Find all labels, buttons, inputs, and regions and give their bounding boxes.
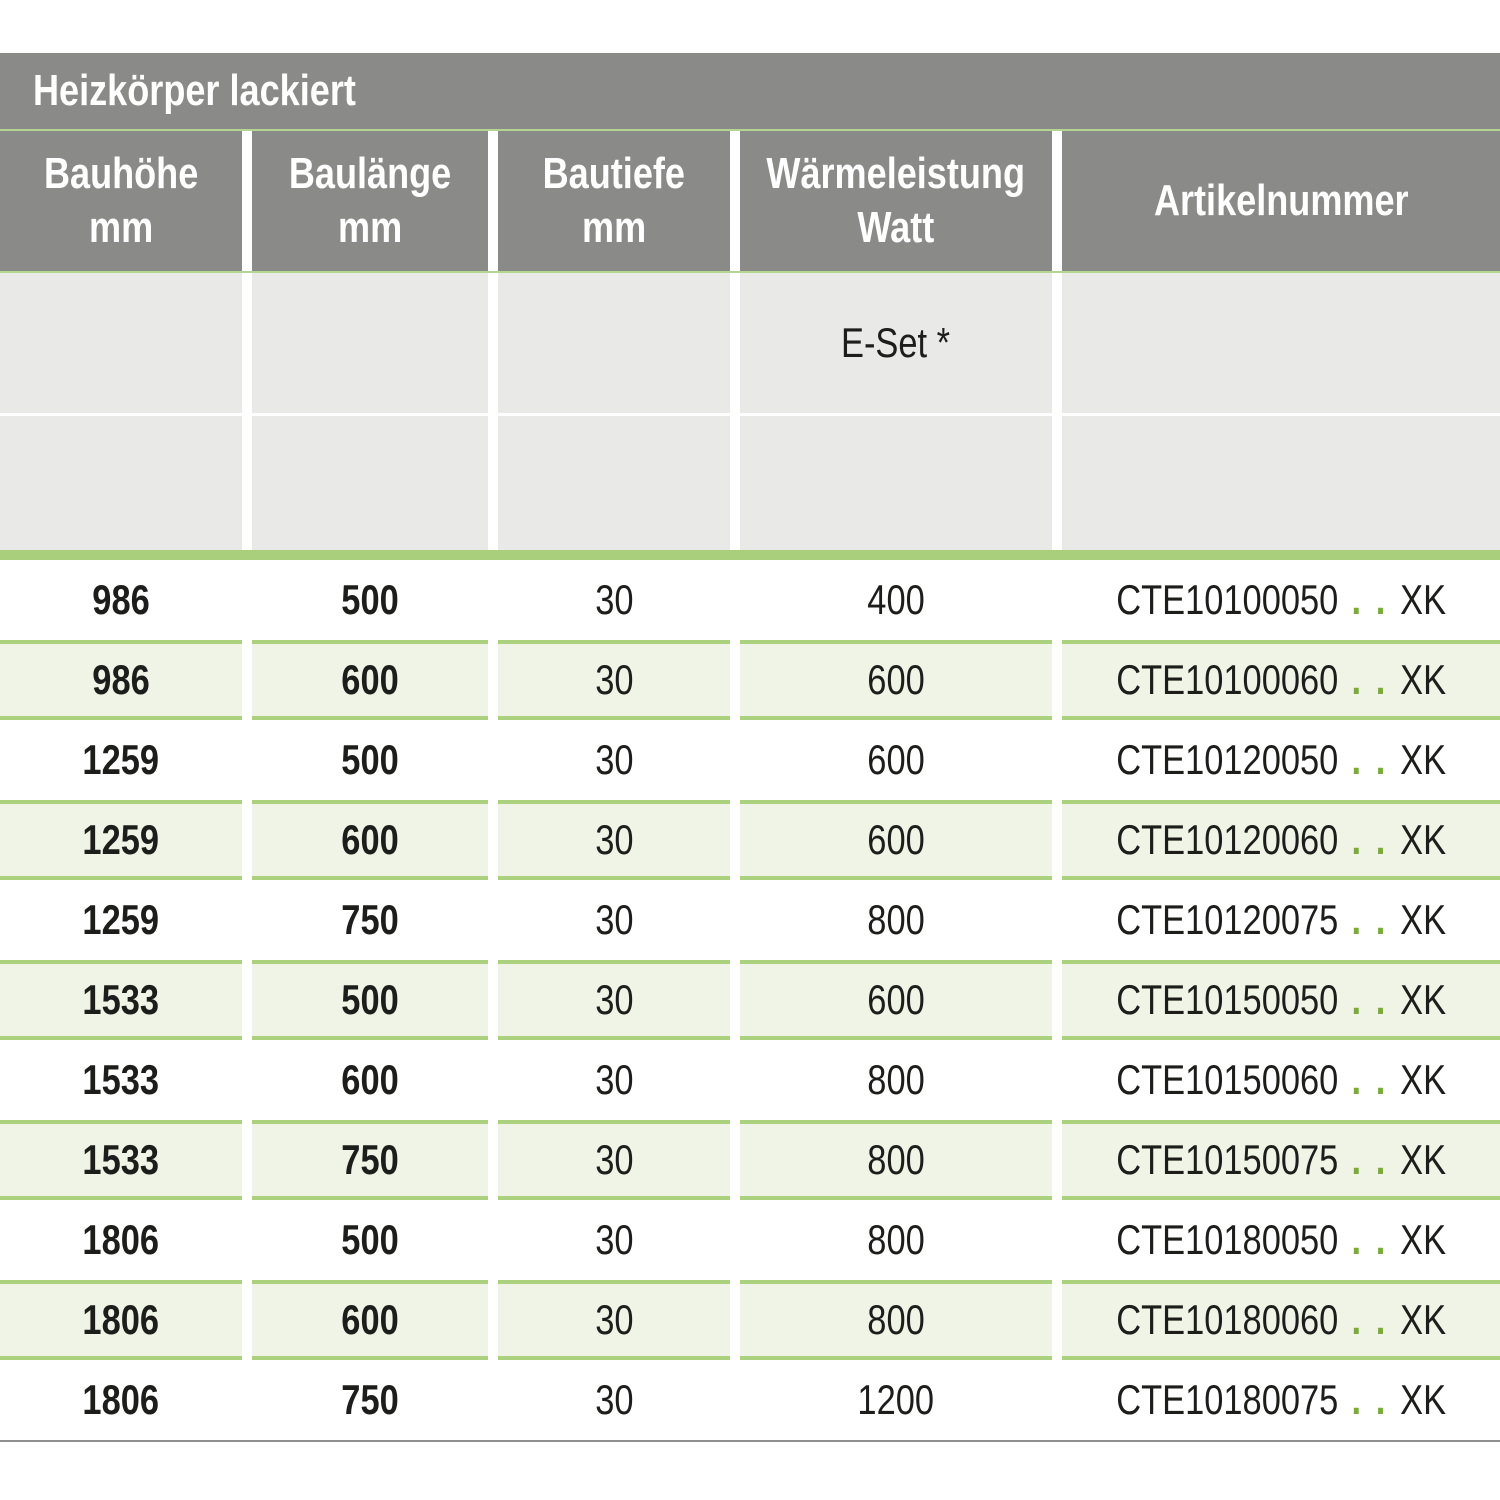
artikelnummer-dots: .. bbox=[1351, 1376, 1400, 1423]
cell-bautiefe bbox=[498, 880, 730, 960]
artikelnummer-code: CTE10120060 bbox=[1116, 816, 1339, 863]
artikelnummer-code: CTE10150050 bbox=[1116, 976, 1339, 1023]
artikelnummer bbox=[1116, 656, 1446, 704]
artikelnummer-code: CTE10150060 bbox=[1116, 1056, 1339, 1103]
artikelnummer-suffix: XK bbox=[1399, 576, 1446, 623]
artikelnummer-dots: .. bbox=[1351, 1216, 1400, 1263]
bautiefe-value: 30 bbox=[594, 976, 634, 1023]
cell-bautiefe bbox=[498, 1200, 730, 1280]
table-row bbox=[0, 1280, 1500, 1360]
cell-artikelnummer bbox=[1062, 1360, 1500, 1440]
bautiefe-value: 30 bbox=[594, 896, 634, 943]
baulaenge-value: 500 bbox=[341, 576, 399, 623]
title-bar bbox=[0, 53, 1500, 129]
cell-bauhoehe bbox=[0, 640, 242, 720]
cell-bautiefe bbox=[498, 800, 730, 880]
artikelnummer-code: CTE10180050 bbox=[1116, 1216, 1339, 1263]
cell-bauhoehe bbox=[0, 1360, 242, 1440]
artikelnummer-dots: .. bbox=[1351, 896, 1400, 943]
subheader-cell-bauhoehe bbox=[0, 273, 242, 413]
column-header-label: Bauhöhe bbox=[43, 149, 199, 199]
subheader-empty-cell bbox=[1062, 416, 1500, 550]
watt-value: 600 bbox=[867, 736, 925, 783]
artikelnummer-code: CTE10120075 bbox=[1116, 896, 1339, 943]
cell-artikelnummer bbox=[1062, 1200, 1500, 1280]
cell-bauhoehe bbox=[0, 800, 242, 880]
column-header-unit: mm bbox=[581, 203, 647, 252]
artikelnummer-dots: .. bbox=[1351, 816, 1400, 863]
artikelnummer-code: CTE10150075 bbox=[1116, 1136, 1339, 1183]
artikelnummer-dots: .. bbox=[1351, 1056, 1400, 1103]
watt-value: 1200 bbox=[857, 1376, 935, 1423]
bauhoehe-value: 1806 bbox=[82, 1296, 160, 1343]
cell-bautiefe bbox=[498, 960, 730, 1040]
artikelnummer-code: CTE10120050 bbox=[1116, 736, 1339, 783]
artikelnummer-dots: .. bbox=[1351, 1296, 1400, 1343]
table-row bbox=[0, 800, 1500, 880]
column-header-label: Baulänge bbox=[288, 149, 452, 199]
cell-artikelnummer bbox=[1062, 1280, 1500, 1360]
table-row bbox=[0, 1360, 1500, 1440]
table-header-row bbox=[0, 131, 1500, 271]
cell-bauhoehe bbox=[0, 720, 242, 800]
watt-value: 800 bbox=[867, 1136, 925, 1183]
artikelnummer-suffix: XK bbox=[1399, 656, 1446, 703]
table-body bbox=[0, 560, 1500, 1440]
baulaenge-value: 600 bbox=[341, 656, 399, 703]
artikelnummer-suffix: XK bbox=[1399, 976, 1446, 1023]
subheader-cell-baulaenge bbox=[252, 273, 488, 413]
bauhoehe-value: 1533 bbox=[82, 976, 160, 1023]
cell-bautiefe bbox=[498, 720, 730, 800]
artikelnummer bbox=[1116, 1376, 1446, 1424]
cell-baulaenge bbox=[252, 1120, 488, 1200]
cell-artikelnummer bbox=[1062, 960, 1500, 1040]
cell-bauhoehe bbox=[0, 560, 242, 640]
eset-label: E-Set * bbox=[841, 319, 951, 366]
baulaenge-value: 750 bbox=[341, 1376, 399, 1423]
baulaenge-value: 600 bbox=[341, 816, 399, 863]
artikelnummer-dots: .. bbox=[1351, 736, 1400, 783]
artikelnummer bbox=[1116, 736, 1446, 784]
artikelnummer bbox=[1116, 816, 1446, 864]
subheader-cell-bautiefe bbox=[498, 273, 730, 413]
artikelnummer bbox=[1116, 1056, 1446, 1104]
cell-artikelnummer bbox=[1062, 1120, 1500, 1200]
page-title: Heizkörper lackiert bbox=[33, 66, 356, 115]
cell-bautiefe bbox=[498, 1120, 730, 1200]
artikelnummer bbox=[1116, 576, 1446, 624]
watt-value: 600 bbox=[867, 816, 925, 863]
table-bottom-border bbox=[0, 1440, 1500, 1442]
artikelnummer bbox=[1116, 1136, 1446, 1184]
baulaenge-value: 500 bbox=[341, 1216, 399, 1263]
cell-waermeleistung bbox=[740, 880, 1052, 960]
subheader-empty-cell bbox=[252, 416, 488, 550]
artikelnummer bbox=[1116, 1296, 1446, 1344]
artikelnummer-code: CTE10100060 bbox=[1116, 656, 1339, 703]
artikelnummer-suffix: XK bbox=[1399, 1136, 1446, 1183]
baulaenge-value: 600 bbox=[341, 1296, 399, 1343]
cell-baulaenge bbox=[252, 1280, 488, 1360]
cell-bautiefe bbox=[498, 1280, 730, 1360]
bautiefe-value: 30 bbox=[594, 656, 634, 703]
cell-baulaenge bbox=[252, 720, 488, 800]
subheader-cell-eset bbox=[740, 273, 1052, 413]
bautiefe-value: 30 bbox=[594, 576, 634, 623]
table-row bbox=[0, 1040, 1500, 1120]
cell-baulaenge bbox=[252, 880, 488, 960]
subheader-empty-cell bbox=[498, 416, 730, 550]
cell-bauhoehe bbox=[0, 1280, 242, 1360]
artikelnummer-code: CTE10180075 bbox=[1116, 1376, 1339, 1423]
bautiefe-value: 30 bbox=[594, 1136, 634, 1183]
bauhoehe-value: 1533 bbox=[82, 1136, 160, 1183]
cell-waermeleistung bbox=[740, 1040, 1052, 1120]
watt-value: 800 bbox=[867, 1056, 925, 1103]
column-header-label: Bautiefe bbox=[542, 149, 686, 199]
cell-waermeleistung bbox=[740, 1280, 1052, 1360]
cell-bauhoehe bbox=[0, 880, 242, 960]
cell-bauhoehe bbox=[0, 1200, 242, 1280]
bautiefe-value: 30 bbox=[594, 736, 634, 783]
table-row bbox=[0, 640, 1500, 720]
artikelnummer-dots: .. bbox=[1351, 576, 1400, 623]
cell-artikelnummer bbox=[1062, 560, 1500, 640]
cell-artikelnummer bbox=[1062, 1040, 1500, 1120]
cell-waermeleistung bbox=[740, 1360, 1052, 1440]
watt-value: 600 bbox=[867, 976, 925, 1023]
column-header-artikelnummer bbox=[1062, 131, 1500, 271]
bauhoehe-value: 986 bbox=[92, 656, 150, 703]
bautiefe-value: 30 bbox=[594, 816, 634, 863]
baulaenge-value: 600 bbox=[341, 1056, 399, 1103]
column-header-bautiefe bbox=[498, 131, 730, 271]
bautiefe-value: 30 bbox=[594, 1056, 634, 1103]
bauhoehe-value: 1259 bbox=[82, 896, 160, 943]
cell-bautiefe bbox=[498, 1040, 730, 1120]
column-header-unit: mm bbox=[88, 203, 154, 252]
column-header-baulaenge bbox=[252, 131, 488, 271]
watt-value: 800 bbox=[867, 1296, 925, 1343]
table-row bbox=[0, 720, 1500, 800]
artikelnummer-suffix: XK bbox=[1399, 1216, 1446, 1263]
column-header-unit: Watt bbox=[857, 203, 935, 252]
cell-bautiefe bbox=[498, 560, 730, 640]
column-header-bauhoehe bbox=[0, 131, 242, 271]
cell-waermeleistung bbox=[740, 560, 1052, 640]
baulaenge-value: 500 bbox=[341, 736, 399, 783]
cell-bauhoehe bbox=[0, 1120, 242, 1200]
bauhoehe-value: 1533 bbox=[82, 1056, 160, 1103]
top-margin bbox=[0, 0, 1500, 53]
artikelnummer-code: CTE10100050 bbox=[1116, 576, 1339, 623]
bautiefe-value: 30 bbox=[594, 1216, 634, 1263]
table-row bbox=[0, 1200, 1500, 1280]
bauhoehe-value: 1806 bbox=[82, 1216, 160, 1263]
cell-bautiefe bbox=[498, 640, 730, 720]
cell-waermeleistung bbox=[740, 800, 1052, 880]
cell-baulaenge bbox=[252, 1360, 488, 1440]
watt-value: 800 bbox=[867, 896, 925, 943]
bautiefe-value: 30 bbox=[594, 1296, 634, 1343]
cell-waermeleistung bbox=[740, 1200, 1052, 1280]
artikelnummer-dots: .. bbox=[1351, 656, 1400, 703]
artikelnummer-suffix: XK bbox=[1399, 1376, 1446, 1423]
baulaenge-value: 750 bbox=[341, 896, 399, 943]
table-row bbox=[0, 960, 1500, 1040]
watt-value: 600 bbox=[867, 656, 925, 703]
cell-waermeleistung bbox=[740, 960, 1052, 1040]
artikelnummer bbox=[1116, 896, 1446, 944]
cell-waermeleistung bbox=[740, 640, 1052, 720]
table-row bbox=[0, 880, 1500, 960]
baulaenge-value: 500 bbox=[341, 976, 399, 1023]
cell-artikelnummer bbox=[1062, 800, 1500, 880]
baulaenge-value: 750 bbox=[341, 1136, 399, 1183]
cell-artikelnummer bbox=[1062, 880, 1500, 960]
cell-bauhoehe bbox=[0, 1040, 242, 1120]
artikelnummer-code: CTE10180060 bbox=[1116, 1296, 1339, 1343]
artikelnummer bbox=[1116, 1216, 1446, 1264]
subheader-empty-cell bbox=[740, 416, 1052, 550]
watt-value: 400 bbox=[867, 576, 925, 623]
cell-bauhoehe bbox=[0, 960, 242, 1040]
column-header-label: Artikelnummer bbox=[1153, 176, 1409, 226]
column-header-label: Wärmeleistung bbox=[766, 149, 1026, 199]
bautiefe-value: 30 bbox=[594, 1376, 634, 1423]
subheader-cell-artikelnummer bbox=[1062, 273, 1500, 413]
cell-artikelnummer bbox=[1062, 720, 1500, 800]
subheader-row bbox=[0, 273, 1500, 413]
cell-waermeleistung bbox=[740, 720, 1052, 800]
cell-baulaenge bbox=[252, 960, 488, 1040]
thick-green-divider bbox=[0, 550, 1500, 560]
cell-artikelnummer bbox=[1062, 640, 1500, 720]
table-row bbox=[0, 1120, 1500, 1200]
artikelnummer-suffix: XK bbox=[1399, 736, 1446, 783]
cell-waermeleistung bbox=[740, 1120, 1052, 1200]
artikelnummer-suffix: XK bbox=[1399, 896, 1446, 943]
cell-baulaenge bbox=[252, 800, 488, 880]
artikelnummer-suffix: XK bbox=[1399, 1056, 1446, 1103]
artikelnummer-suffix: XK bbox=[1399, 816, 1446, 863]
cell-baulaenge bbox=[252, 640, 488, 720]
cell-bautiefe bbox=[498, 1360, 730, 1440]
cell-baulaenge bbox=[252, 1040, 488, 1120]
column-header-waermeleistung bbox=[740, 131, 1052, 271]
artikelnummer bbox=[1116, 976, 1446, 1024]
subheader-empty-row bbox=[0, 416, 1500, 550]
cell-baulaenge bbox=[252, 1200, 488, 1280]
watt-value: 800 bbox=[867, 1216, 925, 1263]
subheader-empty-cell bbox=[0, 416, 242, 550]
bauhoehe-value: 986 bbox=[92, 576, 150, 623]
column-header-unit: mm bbox=[337, 203, 403, 252]
artikelnummer-dots: .. bbox=[1351, 976, 1400, 1023]
bauhoehe-value: 1259 bbox=[82, 816, 160, 863]
bauhoehe-value: 1806 bbox=[82, 1376, 160, 1423]
table-row bbox=[0, 560, 1500, 640]
artikelnummer-dots: .. bbox=[1351, 1136, 1400, 1183]
cell-baulaenge bbox=[252, 560, 488, 640]
bauhoehe-value: 1259 bbox=[82, 736, 160, 783]
artikelnummer-suffix: XK bbox=[1399, 1296, 1446, 1343]
